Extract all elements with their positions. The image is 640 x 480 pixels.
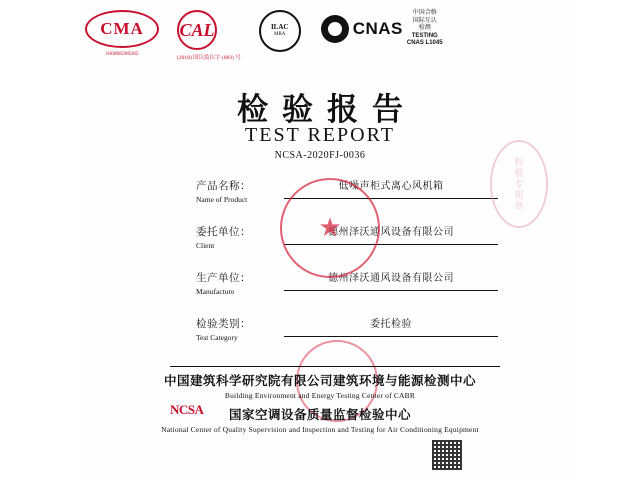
- page-margin-right: [570, 0, 640, 480]
- field-label-product: 产品名称： Name of Product: [196, 181, 251, 204]
- field-value-product: 低噪声柜式离心风机箱: [284, 178, 498, 199]
- cma-logo: [85, 10, 159, 57]
- certification-logo-band: [85, 10, 485, 72]
- footer-divider: [170, 366, 500, 367]
- field-value-test-category: 委托检验: [284, 316, 498, 337]
- report-number: NCSA-2020FJ-0036: [274, 150, 366, 161]
- field-row-test-category: [196, 316, 498, 362]
- seal-star-icon: ★: [318, 213, 342, 242]
- cal-mark-icon: CAL: [177, 10, 223, 50]
- report-title-en: TEST REPORT: [245, 124, 395, 146]
- qr-code: [432, 440, 462, 470]
- footer-org1-en: Building Environment and Energy Testing Center of CABR: [224, 391, 416, 400]
- cnas-info-line-4: TESTING: [411, 32, 438, 39]
- report-title-cn: 检验报告: [237, 92, 417, 127]
- field-row-manufacture: [196, 270, 498, 316]
- field-label-test-category: 检验类别： Test Category: [196, 319, 251, 342]
- cnas-info: [407, 10, 443, 48]
- field-row-product: [196, 178, 498, 224]
- ilac-label: ILAC: [270, 23, 289, 32]
- ncsa-logo: NCSA: [170, 402, 204, 417]
- cnas-label: CNAS: [352, 18, 403, 38]
- field-label-client: 委托单位： Client: [196, 227, 251, 250]
- edge-seal-stamp: 检验专用章: [490, 140, 548, 228]
- field-label-manufacture: 生产单位： Manufacture: [196, 273, 251, 296]
- cnas-info-line-2: 国际互认: [412, 17, 437, 24]
- footer-org2-en: National Center of Quality Supervision and Inspection and Testing for Air Conditioning Equipment: [161, 425, 479, 434]
- cnas-logo: [321, 10, 443, 48]
- cnas-info-line-5: CNAS L1045: [406, 40, 443, 46]
- cma-mark-icon: CMA: [85, 10, 159, 48]
- page-margin-left: [0, 0, 80, 480]
- report-fields: [196, 178, 498, 362]
- mra-label: MRA: [274, 32, 286, 38]
- cma-caption: 160008280285: [105, 51, 139, 57]
- footer-org2-cn: 国家空调设备质量监督检验中心: [228, 408, 411, 422]
- cal-caption: (2018) 国认监认字 (083) 号: [177, 55, 241, 61]
- ilac-mra-icon: [259, 10, 303, 52]
- footer-block: [0, 371, 640, 434]
- cnas-mark-icon: [321, 15, 349, 43]
- footer-org1-cn: 中国建筑科学研究院有限公司建筑环境与能源检测中心: [163, 374, 476, 388]
- field-row-client: [196, 224, 498, 270]
- cnas-info-line-1: 中国合格: [412, 10, 437, 16]
- cnas-info-line-3: 检测: [418, 25, 431, 31]
- ilac-mra-logo: [259, 10, 303, 52]
- field-value-manufacture: 德州泽沃通风设备有限公司: [284, 270, 498, 291]
- field-value-client: 德州泽沃通风设备有限公司: [284, 224, 498, 245]
- cal-logo: [177, 10, 241, 61]
